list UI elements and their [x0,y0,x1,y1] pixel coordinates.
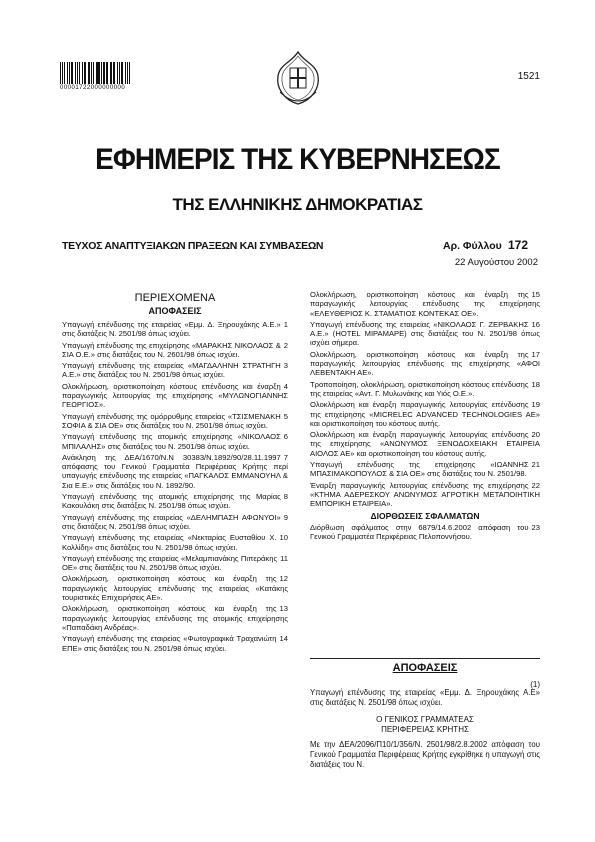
toc-entry-page: 3 [283,361,288,371]
toc-entry-page: 21 [531,460,540,470]
toc-entry [62,341,288,360]
decision-title: Υπαγωγή επένδυσης της εταιρείας «Εμμ. Δ. Ξηρουχάκης Α.Ε» στις διατάξεις Ν. 2501/98 όπως ισχύει. [310,688,540,707]
toc-entry-text: Ολοκλήρωση, οριστικοποίηση κόστους και έναρξη της παραγωγικής λειτουργίας επένδυσης της επιχείρησης «ΑΦΟΙ ΛΕΒΕΝΤΑΚΗ ΑΕ». [310,349,540,378]
toc-entry-text: Υπαγωγή επένδυσης της εταιρείας «ΝΙΚΟΛΑΟΣ Γ. ΖΕΡΒΑΚΗΣ Α.Ε.» (HOTEL MIPAMAPE) στις διατάξεις του Ν. 2501/98 όπως ισχύει σήμερα. [310,319,540,348]
barcode-bar [114,62,115,84]
toc-entry [310,320,540,348]
contents-title: ΠΕΡΙΕΧΟΜΕΝΑ [134,292,216,304]
decisions-heading: ΑΠΟΦΑΣΕΙΣ [392,662,458,674]
secretary-general-heading: Ο ΓΕΝΙΚΟΣ ΓΡΑΜΜΑΤΕΑΣ [376,715,474,724]
toc-entry-text: Ολοκλήρωση και έναρξη παραγωγικής λειτουργίας επένδυσης της επιχείρησης «ΑΝΩΝΥΜΟΣ ΞΕΝΟΔΟΧΕΙΑΚΗ ΕΤΑΙΡΕΙΑ ΑΙΟΛΟΣ ΑΕ» και οριστικοποίηση του κόστους αυτής. [310,430,540,458]
toc-entry-page: 13 [279,604,288,614]
toc-right-column [310,290,540,543]
toc-entry-text: Υπαγωγή επένδυσης της εταιρείας «Νεκταρίας Ευσταθίου Χ. Κολλίδη» στις διατάξεις του Ν. 2501/98 όπως ισχύει. [62,533,277,552]
toc-entry-text: Υπαγωγή επένδυσης της εταιρείας «ΔΕΛΗΜΠΑΣΗ ΑΦΩΝΥΟΙ» στις διατάξεις Ν. 2501/98 όπως ισχύει. [62,512,281,531]
toc-entry-page: 7 [283,452,288,462]
toc-entry-page: 12 [279,574,288,584]
toc-entry [310,350,540,378]
region-heading: ΠΕΡΙΦΕΡΕΙΑΣ ΚΡΗΤΗΣ [381,725,469,734]
barcode-bar [110,62,111,84]
barcode-bar [101,62,102,84]
barcode-bar [75,62,76,84]
toc-entry-text: Τροποποίηση, ολοκλήρωση, οριστικοποίηση κόστους επένδυσης της εταιρείας «Αντ. Γ. Μυλωνάκης και Υιός Ο.Ε.». [310,379,529,398]
toc-entry-text: Ολοκλήρωση, οριστικοποίηση κόστους επένδυσης και έναρξη παραγωγικής λειτουργίας της επιχείρησης «ΜΥΛΩΝΟΓΙΑΝΝΗΣ ΓΕΩΡΓΙΟΣ». [62,381,288,410]
barcode-bar [62,62,63,84]
toc-entry [62,432,288,451]
barcode-bar [64,62,65,84]
barcode-bar [117,62,118,84]
decision-number: (1) [530,680,540,689]
page-number: 1521 [517,71,540,82]
toc-entry-page: 20 [531,430,540,440]
toc-entry [310,400,540,428]
toc-entry-text: Υπαγωγή επένδυσης της εταιρείας «Φωτογραφικά Τραχανιώτη ΕΠΕ» στις διατάξεις του Ν. 2501/98 όπως ισχύει. [62,634,277,653]
toc-entry-page: 14 [279,634,288,644]
barcode-bar [125,62,126,84]
toc-entry-page: 18 [531,379,540,389]
toc-entry-text: Διόρθωση σφάλματος στην 6879/14.6.2002 απόφαση του Γενικού Γραμματέα Περιφέρειας Πελοποννήσου. [310,522,529,542]
barcode-bar [67,62,68,84]
barcode-bar [107,62,108,84]
masthead-title: ΕΦΗΜΕΡΙΣ ΤΗΣ ΚΥΒΕΡΝΗΣΕΩΣ [95,143,500,176]
toc-entry-page: 2 [283,340,288,350]
section-divider [310,658,540,659]
barcode-bar [106,62,107,84]
masthead-subtitle: ΤΗΣ ΕΛΛΗΝΙΚΗΣ ΔΗΜΟΚΡΑΤΙΑΣ [172,195,423,214]
barcode-bar [91,62,92,84]
toc-entry [310,481,540,509]
barcode-bar [71,62,73,84]
toc-entry-text: Έναρξη παραγωγικής λειτουργίας επένδυσης της επιχείρησης «ΚΤΗΜΑ ΑΔΕΡΕΣΚΟΥ ΑΝΩΝΥΜΟΣ ΑΓΡΟΤΙΚΗ ΜΕΤΑΠΟΙΗΤΙΚΗ ΕΜΠΟΡΙΚΗ ΕΤΑΙΡΕΙΑ». [310,480,540,509]
greek-coat-of-arms-icon [272,48,324,108]
toc-entry-text: Υπαγωγή επένδυσης της επιχείρησης «ΙΩΑΝΝΗΣ ΜΠΑΣΙΜΑΚΟΠΟΥΛΟΣ & ΣΙΑ ΟΕ» στις διατάξεις του Ν. 2501/98. [310,460,529,479]
toc-entry [62,382,288,410]
barcode-bar [96,62,97,84]
toc-entry [62,492,288,511]
toc-entry-text: Ολοκλήρωση και έναρξη παραγωγικής λειτουργίας επένδυσης της επιχείρησης «MICRELEC ADVANCED TECHNOLOGIES AE» και οριστικοποίηση του κόστους αυτής. [310,400,540,428]
issue-sheet-number: 172 [508,238,529,252]
toc-entry-page: 6 [283,432,288,442]
barcode-bar [69,62,70,84]
barcode-bar [119,62,120,84]
toc-entry [62,453,288,490]
toc-entry-text: Ολοκλήρωση, οριστικοποίηση κόστους και έναρξη της παραγωγικής λειτουργίας επένδυσης της εταιρείας «Κατάκης τουριστικές Επιχειρήσεις ΑΕ». [62,574,288,603]
toc-entry [62,513,288,532]
barcode-bar [113,62,114,84]
toc-entry-text: Υπαγωγή επένδυσης της εταιρείας «Εμμ. Δ. Ξηρουχάκης Α.Ε.» στις διατάξεις Ν. 2501/98 όπως ισχύει. [62,320,281,339]
toc-entry-text: Ολοκλήρωση, οριστικοποίηση κόστους και έναρξη της παραγωγικής λειτουργίας επένδυσης της επιχείρησης «ΕΛΕΥΘΕΡΙΟΣ Κ. ΣΤΑΜΑΤΙΟΣ ΚΟΝΤΕΚΑΣ ΟΕ». [310,290,540,318]
toc-entry-text: Υπαγωγή επένδυσης της επιχείρησης «ΜΑΡΑΚΗΣ ΝΙΚΟΛΑΟΣ & ΣΙΑ Ο.Ε.» στις διατάξεις του Ν. 2601/98 όπως ισχύει. [62,340,281,359]
corrections-entries [310,523,540,542]
toc-entry-page: 11 [280,553,288,563]
toc-entry [62,574,288,602]
toc-entry-page: 19 [531,400,540,410]
barcode-bar [84,62,85,84]
toc-right-entries [310,290,540,509]
toc-entry-page: 4 [283,381,288,391]
toc-entry-text: Υπαγωγή επένδυσης της εταιρείας «ΜΑΓΔΑΛΗΝΗ ΣΤΡΑΤΗΓΗ Α.Ε.» στις διατάξεις του Ν. 2501/98 όπως ισχύει. [62,361,281,380]
barcode-bar [129,62,130,84]
barcode-bar [103,62,104,84]
toc-entry-text: Υπαγωγή επένδυσης της εταιρείας «Μελαμπιανάκης Πιπεράκης ΟΕ» στις διατάξεις του Ν. 2501/98 όπως ισχύει. [62,553,278,573]
barcode [60,62,132,84]
toc-entry [62,604,288,632]
barcode-bar [88,62,89,84]
barcode-bar [93,62,94,84]
toc-entry-text: Ολοκλήρωση, οριστικοποίηση κόστους και έναρξη της παραγωγικής λειτουργίας επένδυσης της ατομικής επιχείρησης «Παπαδάκη Ανδρέας». [62,604,288,632]
toc-entry [62,634,288,653]
corrections-heading: ΔΙΟΡΘΩΣΕΙΣ ΣΦΑΛΜΑΤΩΝ [370,510,480,521]
toc-entry [310,460,540,479]
toc-entry-page: 15 [531,290,540,299]
toc-entry-page: 8 [283,492,288,502]
toc-entry [310,380,540,399]
barcode-bar [82,62,83,84]
toc-entry-page: 17 [531,349,540,359]
toc-entry-text: Ανάκληση της ΔΕΑ/1670/Ν.Ν 30383/Ν.1892/90/28.11.1997 απόφασης του Γενικού Γραμματέα Περιφέρειας Κρήτης περί υπαγωγής επένδυσης της εταιρείας «ΠΑΓΚΑΛΟΣ ΕΜΜΑΝΟΥΗΛ & Σια Ε.Ε.» στις διατάξεις του Ν. 1892/90. [62,452,288,490]
barcode-bar [97,62,99,84]
barcode-bar [77,62,78,84]
toc-left-column [62,320,288,655]
barcode-bar [85,62,86,84]
issue-date: 22 Αυγούστου 2002 [454,257,538,268]
barcode-bar [121,62,123,84]
toc-entry [62,412,288,431]
issue-sheet-label: Αρ. Φύλλου [443,240,502,252]
toc-entry-text: Υπαγωγή επένδυσης της ατομικής επιχείρησης «ΝΙΚΟΛΑΟΣ ΜΠΙΛΑΛΗΣ» στις διατάξεις του Ν. 2501/98 όπως ισχύει. [62,432,281,451]
barcode-bar [127,62,128,84]
barcode-number: 00001722000000000 [60,85,126,91]
issue-series: ΤΕΥΧΟΣ ΑΝΑΠΤΥΞΙΑΚΩΝ ΠΡΑΞΕΩΝ ΚΑΙ ΣΥΜΒΑΣΕΩΝ [62,240,324,252]
toc-entry [62,361,288,380]
barcode-bar [79,62,80,84]
toc-entry-page: 22 [531,480,540,490]
toc-entry-page: 16 [531,319,540,329]
decision-body: Με την ΔΕΑ/2096/Π10/1/356/Ν. 2501/98/2.8.2002 απόφαση του Γενικού Γραμματέα Περιφέρειας Κρήτης εγκρίθηκε η υπαγωγή στις διατάξεις του Ν. [310,740,540,769]
toc-entry [310,290,540,318]
toc-entry-page: 10 [279,533,288,543]
contents-decisions-heading: ΑΠΟΦΑΣΕΙΣ [148,306,202,316]
toc-entry [310,523,540,542]
toc-entry-page: 1 [283,320,288,329]
toc-entry-text: Υπαγωγή επένδυσης της ομόρρυθμης εταιρείας «ΤΣΙΣΜΕΝΑΚΗ ΣΟΦΙΑ & ΣΙΑ ΟΕ» στις διατάξεις του Ν. 2501/98 όπως ισχύει. [62,411,281,430]
toc-entry [62,320,288,339]
toc-entry [62,533,288,552]
toc-entry-page: 23 [531,522,540,532]
toc-entry-page: 9 [283,512,288,522]
barcode-bar [60,62,61,84]
toc-entry [310,430,540,458]
toc-entry-page: 5 [283,411,288,421]
toc-entry-text: Υπαγωγή επένδυσης της ατομικής επιχείρησης της Μαρίας Κακουλάκη στις διατάξεις Ν. 2501/98 όπως ισχύει. [62,492,281,511]
toc-entry [62,554,288,573]
